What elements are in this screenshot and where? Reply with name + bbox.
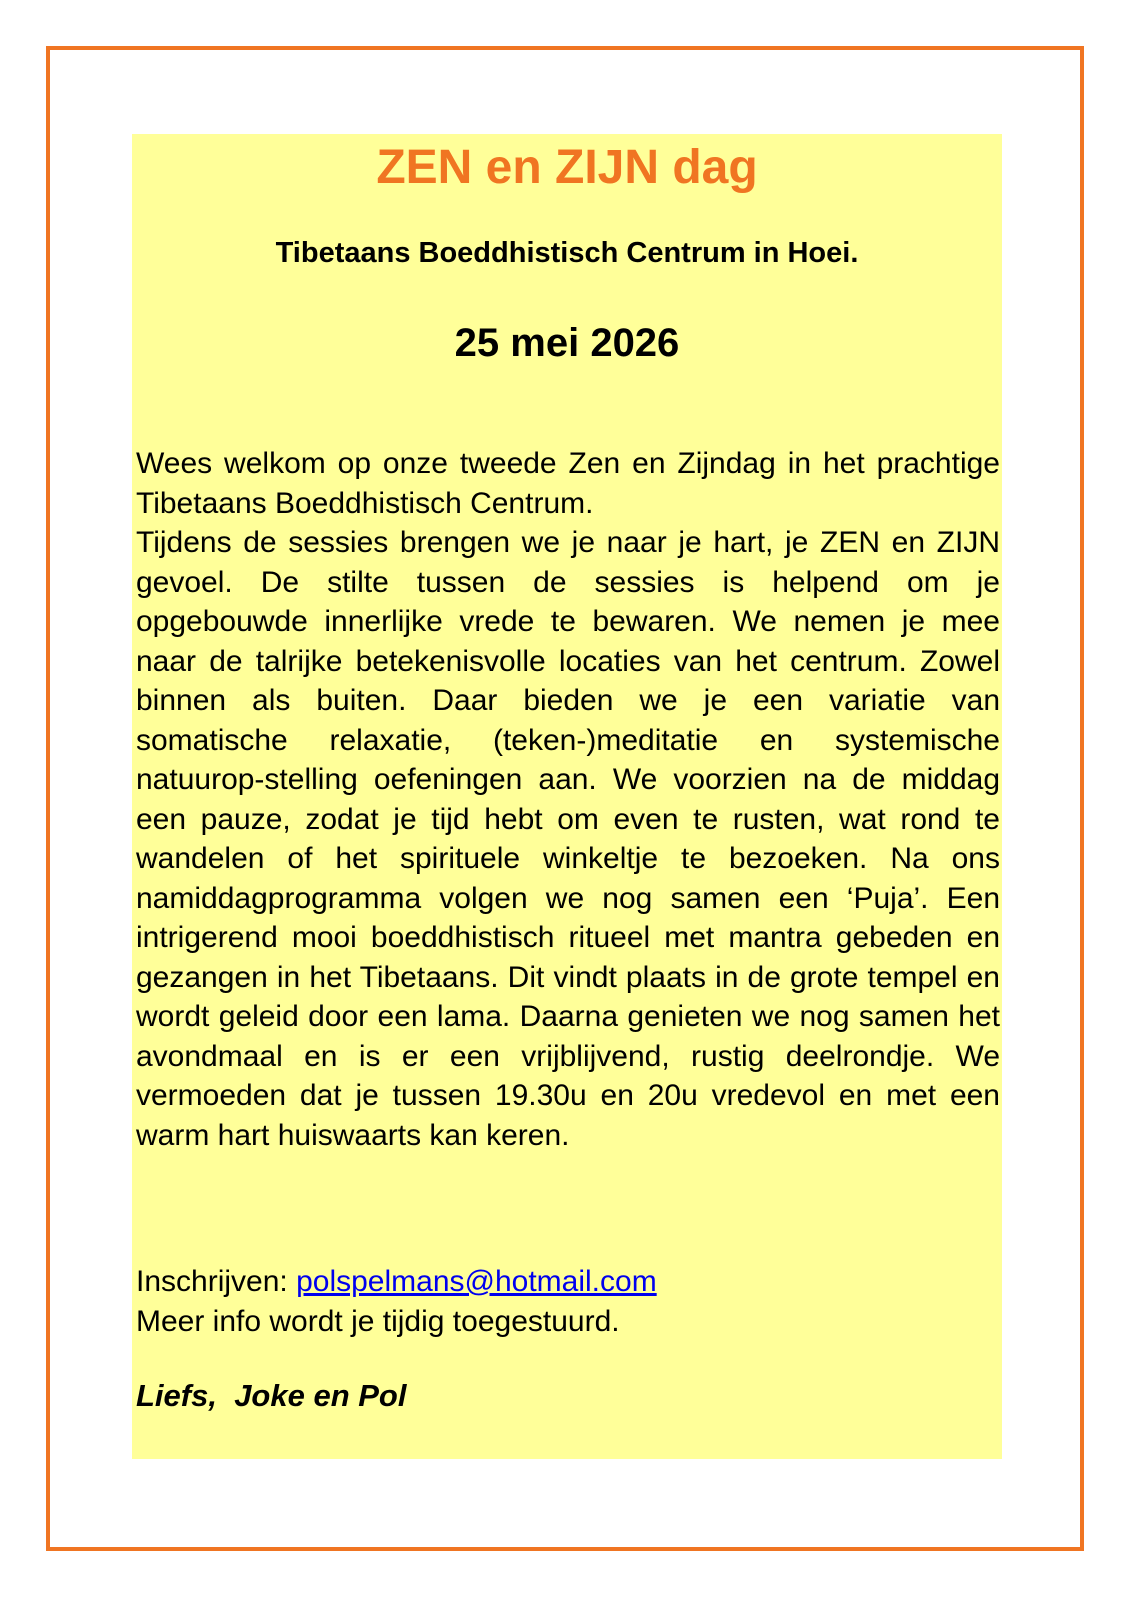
- event-date: 25 mei 2026: [454, 321, 680, 365]
- signoff: Liefs, Joke en Pol: [136, 1378, 407, 1413]
- signup-info: Meer info wordt je tijdig toegestuurd.: [136, 1304, 620, 1338]
- event-description: [136, 444, 1000, 1155]
- page-subtitle: Tibetaans Boeddhistisch Centrum in Hoei.: [275, 237, 859, 269]
- intro-paragraph: Wees welkom op onze tweede Zen en Zijndag in het prachtige Tibetaans Boeddhistisch Centrum.: [136, 447, 1000, 520]
- program-paragraph: Tijdens de sessies brengen we je naar je hart, je ZEN en ZIJN gevoel. De stilte tussen de sessies is helpend om je opgebouwde innerlijke vrede te bewaren. We nemen je mee naar de talrijke betekenisvolle locaties van het centrum. Zowel binnen als buiten. Daar bieden we je een variatie van somatische relaxatie, (teken-)meditatie en systemische natuurop-stelling oefeningen aan. We voorzien na de middag een pauze, zodat je tijd hebt om even te rusten, wat rond te wandelen of het spirituele winkeltje te bezoeken. Na ons namiddagprogramma volgen we nog samen een ‘Puja’. Een intrigerend mooi boeddhistisch ritueel met mantra gebeden en gezangen in het Tibetaans. Dit vindt plaats in de grote tempel en wordt geleid door een lama. Daarna genieten we nog samen het avondmaal en is er een vrijblijvend, rustig deelrondje. We vermoeden dat je tussen 19.30u en 20u vredevol en met een warm hart huiswaarts kan keren.: [136, 526, 1000, 1152]
- flyer-panel: [132, 134, 1002, 1459]
- signup-line: [136, 1262, 1000, 1302]
- signup-email-link[interactable]: polspelmans@hotmail.com: [296, 1265, 657, 1298]
- signup-label: Inschrijven:: [136, 1265, 288, 1298]
- signup-section: [136, 1262, 1000, 1341]
- page-title: ZEN en ZIJN dag: [376, 141, 758, 194]
